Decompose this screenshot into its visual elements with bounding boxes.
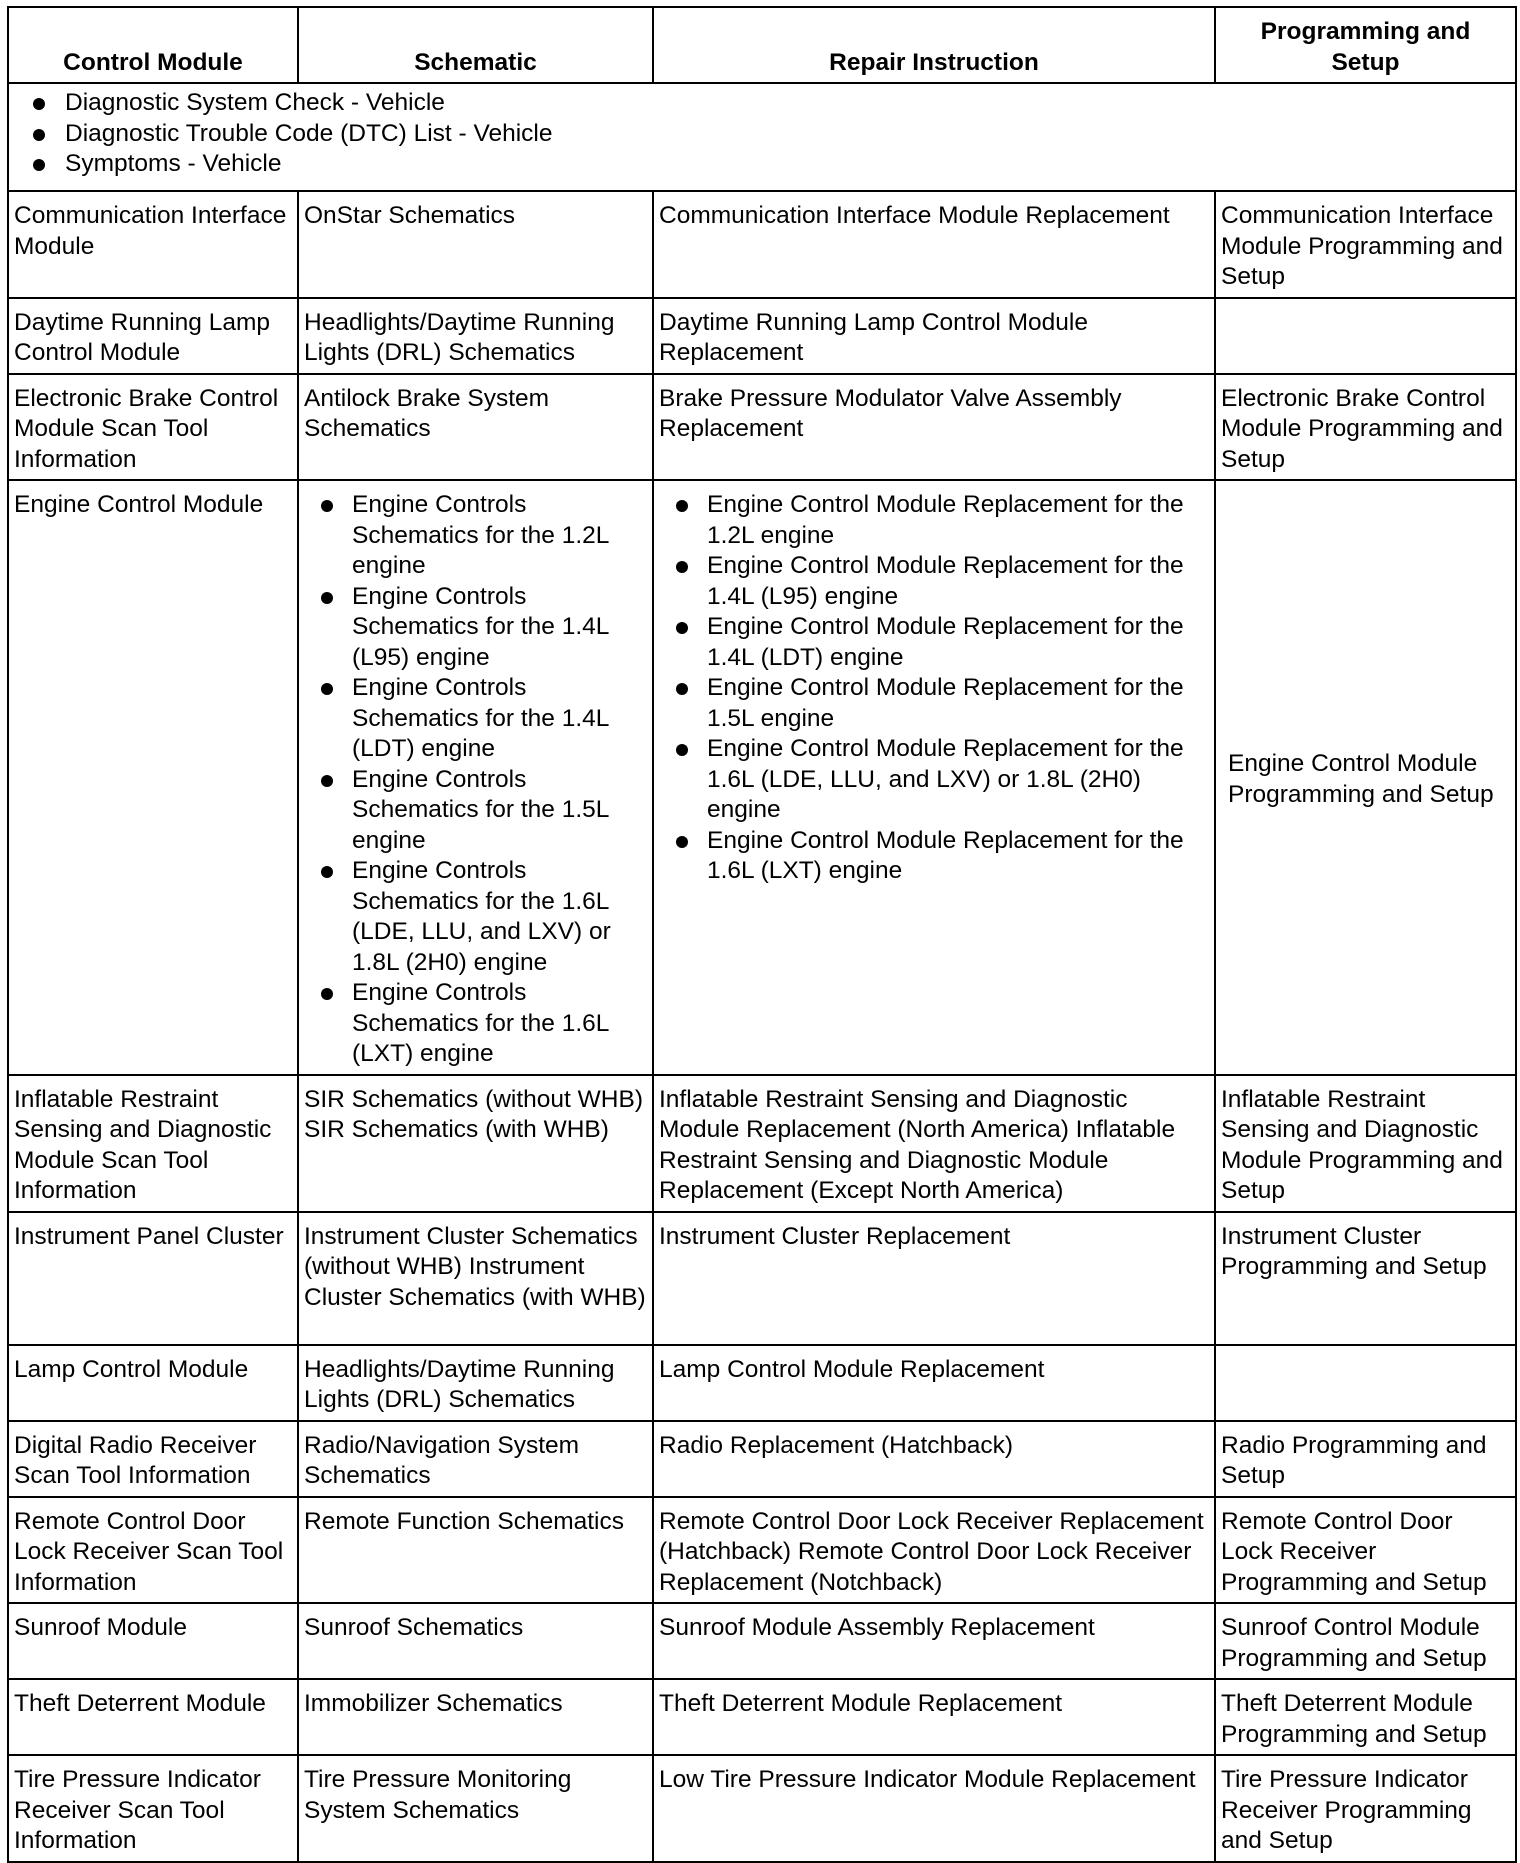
cell-module: Digital Radio Receiver Scan Tool Information (8, 1421, 298, 1497)
cell-programming-link[interactable]: Engine Control Module Programming and Setup (1215, 480, 1516, 1075)
cell-schematic-link[interactable]: Remote Function Schematics (298, 1497, 653, 1604)
list-item[interactable]: Engine Control Module Replacement for the 1.6L (LDE, LLU, and LXV) or 1.8L (2H0) engine (659, 734, 1210, 826)
cell-module: Electronic Brake Control Module Scan Tool Information (8, 374, 298, 481)
bullet-icon (33, 129, 45, 141)
intro-item-dtc-list[interactable]: Diagnostic Trouble Code (DTC) List - Vehicle (29, 119, 1511, 150)
list-item[interactable]: Engine Controls Schematics for the 1.2L engine (304, 490, 648, 582)
cell-schematic-link[interactable]: OnStar Schematics (298, 191, 653, 298)
bullet-icon (321, 683, 333, 695)
cell-module: Inflatable Restraint Sensing and Diagnostic Module Scan Tool Information (8, 1075, 298, 1212)
bullet-icon (321, 988, 333, 1000)
cell-schematic-link[interactable]: Headlights/Daytime Running Lights (DRL) Schematics (298, 298, 653, 374)
intro-row (8, 83, 1516, 191)
cell-schematic-link[interactable]: Instrument Cluster Schematics (without WHB) Instrument Cluster Schematics (with WHB) (298, 1212, 653, 1345)
table-row (8, 374, 1516, 481)
bullet-icon (321, 500, 333, 512)
cell-schematic-link[interactable]: Radio/Navigation System Schematics (298, 1421, 653, 1497)
bullet-icon (33, 159, 45, 171)
table-row (8, 298, 1516, 374)
cell-repair-link[interactable]: Low Tire Pressure Indicator Module Replacement (653, 1755, 1215, 1862)
bullet-icon (33, 98, 45, 110)
list-item[interactable]: Engine Control Module Replacement for the 1.5L engine (659, 673, 1210, 734)
bullet-icon (321, 775, 333, 787)
table-row (8, 1075, 1516, 1212)
cell-module: Sunroof Module (8, 1603, 298, 1679)
cell-programming-link[interactable]: Communication Interface Module Programming and Setup (1215, 191, 1516, 298)
table-row (8, 1603, 1516, 1679)
cell-schematic-list (298, 480, 653, 1075)
cell-programming-link[interactable]: Sunroof Control Module Programming and Setup (1215, 1603, 1516, 1679)
header-schematic: Schematic (298, 7, 653, 83)
table-row (8, 1345, 1516, 1421)
cell-repair-link[interactable]: Instrument Cluster Replacement (653, 1212, 1215, 1345)
header-repair-instruction: Repair Instruction (653, 7, 1215, 83)
cell-programming-link[interactable]: Theft Deterrent Module Programming and Setup (1215, 1679, 1516, 1755)
cell-programming-link[interactable]: Inflatable Restraint Sensing and Diagnostic Module Programming and Setup (1215, 1075, 1516, 1212)
table-row (8, 191, 1516, 298)
bullet-icon (321, 592, 333, 604)
cell-repair-link[interactable]: Inflatable Restraint Sensing and Diagnostic Module Replacement (North America) Inflatable Restraint Sensing and Diagnostic Module Replacement (Except North America) (653, 1075, 1215, 1212)
list-item[interactable]: Engine Control Module Replacement for the 1.4L (LDT) engine (659, 612, 1210, 673)
cell-module: Lamp Control Module (8, 1345, 298, 1421)
control-module-reference-table (7, 6, 1517, 1863)
bullet-icon (676, 500, 688, 512)
cell-programming-empty (1215, 1345, 1516, 1421)
cell-repair-link[interactable]: Sunroof Module Assembly Replacement (653, 1603, 1215, 1679)
bullet-icon (676, 744, 688, 756)
cell-schematic-link[interactable]: Sunroof Schematics (298, 1603, 653, 1679)
cell-repair-link[interactable]: Radio Replacement (Hatchback) (653, 1421, 1215, 1497)
cell-schematic-link[interactable]: Tire Pressure Monitoring System Schematics (298, 1755, 653, 1862)
list-item[interactable]: Engine Controls Schematics for the 1.4L (L95) engine (304, 582, 648, 674)
intro-list (29, 88, 1511, 180)
list-item[interactable]: Engine Control Module Replacement for the 1.2L engine (659, 490, 1210, 551)
cell-schematic-link[interactable]: Antilock Brake System Schematics (298, 374, 653, 481)
cell-module: Theft Deterrent Module (8, 1679, 298, 1755)
cell-repair-link[interactable]: Theft Deterrent Module Replacement (653, 1679, 1215, 1755)
cell-schematic-link[interactable]: Headlights/Daytime Running Lights (DRL) Schematics (298, 1345, 653, 1421)
list-item[interactable]: Engine Controls Schematics for the 1.6L (LDE, LLU, and LXV) or 1.8L (2H0) engine (304, 856, 648, 978)
list-item[interactable]: Engine Controls Schematics for the 1.5L engine (304, 765, 648, 857)
bullet-icon (676, 836, 688, 848)
header-control-module: Control Module (8, 7, 298, 83)
table-row (8, 480, 1516, 1075)
cell-repair-link[interactable]: Communication Interface Module Replacement (653, 191, 1215, 298)
table-row (8, 1212, 1516, 1345)
header-row (8, 7, 1516, 83)
cell-module: Instrument Panel Cluster (8, 1212, 298, 1345)
bullet-icon (676, 561, 688, 573)
intro-item-symptoms[interactable]: Symptoms - Vehicle (29, 149, 1511, 180)
cell-schematic-link[interactable]: Immobilizer Schematics (298, 1679, 653, 1755)
cell-repair-link[interactable]: Lamp Control Module Replacement (653, 1345, 1215, 1421)
list-item[interactable]: Engine Controls Schematics for the 1.4L (LDT) engine (304, 673, 648, 765)
list-item[interactable]: Engine Controls Schematics for the 1.6L (LXT) engine (304, 978, 648, 1070)
cell-module: Remote Control Door Lock Receiver Scan Tool Information (8, 1497, 298, 1604)
header-programming-setup (1215, 7, 1516, 83)
cell-module: Communication Interface Module (8, 191, 298, 298)
header-programming-line2: Setup (1331, 48, 1400, 76)
cell-module: Engine Control Module (8, 480, 298, 1075)
ecm-repair-list (659, 490, 1210, 887)
cell-repair-link[interactable]: Daytime Running Lamp Control Module Replacement (653, 298, 1215, 374)
cell-repair-link[interactable]: Remote Control Door Lock Receiver Replacement (Hatchback) Remote Control Door Lock Receiver Replacement (Notchback) (653, 1497, 1215, 1604)
intro-cell (8, 83, 1516, 191)
table-row (8, 1755, 1516, 1862)
cell-programming-link[interactable]: Remote Control Door Lock Receiver Programming and Setup (1215, 1497, 1516, 1604)
cell-schematic-link[interactable]: SIR Schematics (without WHB) SIR Schematics (with WHB) (298, 1075, 653, 1212)
ecm-schematic-list (304, 490, 648, 1070)
table-row (8, 1497, 1516, 1604)
table-row (8, 1421, 1516, 1497)
list-item[interactable]: Engine Control Module Replacement for the 1.6L (LXT) engine (659, 826, 1210, 887)
header-programming-line1: Programming and (1260, 18, 1471, 45)
cell-module: Tire Pressure Indicator Receiver Scan Tool Information (8, 1755, 298, 1862)
cell-repair-list (653, 480, 1215, 1075)
bullet-icon (676, 622, 688, 634)
cell-programming-link[interactable]: Tire Pressure Indicator Receiver Programming and Setup (1215, 1755, 1516, 1862)
bullet-icon (321, 866, 333, 878)
cell-module: Daytime Running Lamp Control Module (8, 298, 298, 374)
cell-repair-link[interactable]: Brake Pressure Modulator Valve Assembly Replacement (653, 374, 1215, 481)
intro-item-system-check[interactable]: Diagnostic System Check - Vehicle (29, 88, 1511, 119)
cell-programming-link[interactable]: Instrument Cluster Programming and Setup (1215, 1212, 1516, 1345)
cell-programming-link[interactable]: Radio Programming and Setup (1215, 1421, 1516, 1497)
bullet-icon (676, 683, 688, 695)
cell-programming-empty (1215, 298, 1516, 374)
cell-programming-link[interactable]: Electronic Brake Control Module Programming and Setup (1215, 374, 1516, 481)
table-row (8, 1679, 1516, 1755)
list-item[interactable]: Engine Control Module Replacement for the 1.4L (L95) engine (659, 551, 1210, 612)
